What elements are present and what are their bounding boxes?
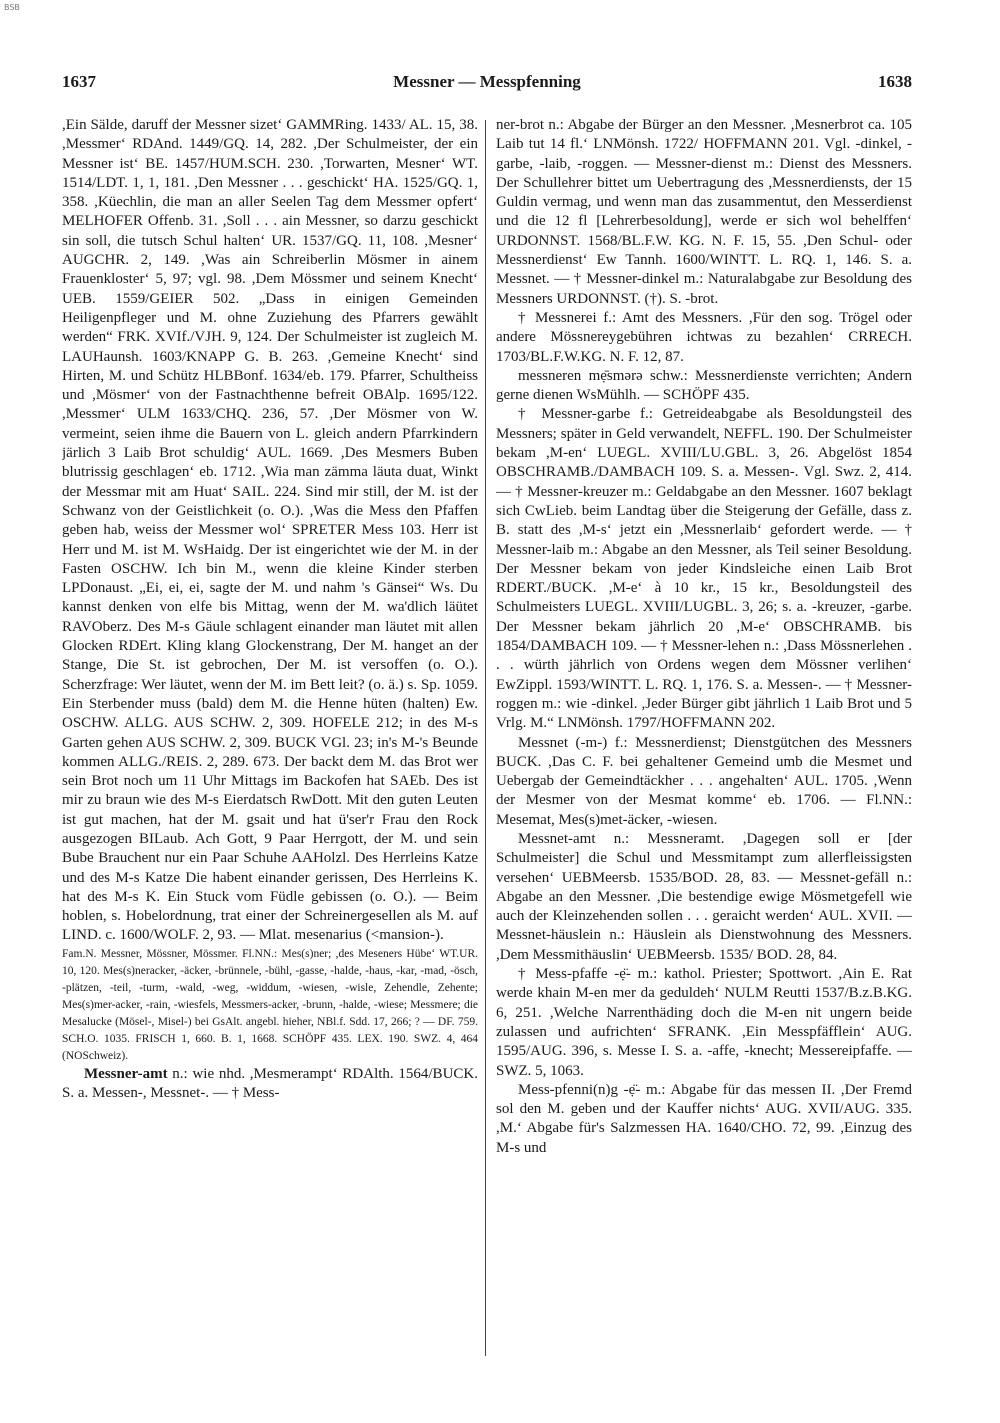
entry-messneren: messneren mẹ̄smərə schw.: Messnerdienste verrichten; Andern gerne dienen WsMühlh. — SCHÖPF 435. [496,367,912,404]
page-header [62,72,912,94]
entry-messnet-amt: Messnet-amt n.: Messneramt. ,Dagegen soll er [der Schulmeister] die Schul und Messmitampt zum allerfleissigsten versehen‘ UEBMeersb. 1535/BOD. 28, 83. — Messnet-gefäll n.: Abgabe an den Messner. ,Die bestendige ewige Mösmetgefell wie auch der Kleinzehenden sollen . . . geraicht werden‘ AUL. XVII. — Messnet-häuslein n.: Häuslein als Dienstwohnung des Messners. ,Dem Messmithäuslin‘ UEBMeersb. 1535/ BOD. 28, 84. [496,830,912,963]
entry-messner-amt [62,1065,478,1104]
left-small-print: Fam.N. Messner, Mössner, Mössmer. Fl.NN.: Mes(s)ner; ,des Meseners Hübe‘ WT.UR. 10, 120. Mes(s)neracker, -äcker, -brünnele, -bühl, -gasse, -halde, -haus, -kar, -mad, -ösch, -plätzen, -teil, -turm, -wald, -weg, -widdum, -wiesen, -wisle, Zehendle, Zehente; Mes(s)mer-acker, -rain, -wiesfels, Messmers-acker, -brunn, -halde, -wiese; Messmere; die Mesalucke (Mösel-, Misel-) bei GsAlt. angebl. hieher, NBl.f. Sdd. 17, 266; ? — DF. 759. SCH.O. 1035. FRISCH 1, 660. B. 1, 1668. SCHÖPF 435. LEX. 190. SWZ. 4, 464 (NOSchweiz). [62,947,478,1062]
watermark: BSB [4,3,20,12]
running-title: Messner — Messpfenning [393,72,581,91]
left-body-paragraph: ,Ein Sälde, daruff der Messner sizet‘ GAMMRing. 1433/ AL. 15, 38. ,Messmer‘ RDAnd. 1449/GQ. 14, 282. ,Der Schulmeister, der ein Messner ist‘ BE. 1457/HUM.SCH. 230. ,Torwarten, Mesner‘ WT. 1514/LDT. 1, 1, 181. ,Den Messner . . . geschickt‘ HA. 1525/GQ. 1, 358. ,Küechlin, die man an aller Seelen Tag dem Messmer opfert‘ MELHOFER Offenb. 31. ,Soll . . . ain Messner, so darzu geschickt sin soll, die tutsch Schul halten‘ UR. 1537/GQ. 11, 108. ,Mesner‘ AUGCHR. 2, 149. ,Was ain Schreiberlin Mösmer in ainem Frauenkloster‘ 5, 97; vgl. 98. ,Dem Mössmer und seinem Knecht‘ UEB. 1559/GEIER 502. „Dass in einigen Gemeinden Heiligenpfleger und M. ohne Zuziehung des Pfarrers gewählt werden“ FRK. XVIf./VJH. 9, 124. Der Schulmeister ist zugleich M. LAUHaunsh. 1603/KNAPP G. B. 263. ,Gemeine Knecht‘ sind Hirten, M. und Schütz HLBBonf. 1634/eb. 179. Pfarrer, Schultheiss und ,Mösmer‘ von der Fastnachthenne befreit OBAlp. 1695/122. ,Messmer‘ ULM 1633/CHQ. 236, 57. ,Der Mösmer von W. vermeint, seien ihme die Bauern von L. gleich andern Pfarrkindern järlich 3 Laib Brot schuldig‘ AUL. 1669. ,Des Mesmers Buben blutrissig geschlagen‘ eb. 1712. ,Wia man zämma läuta duat, Winkt der Messmar mit am Huat‘ SAIL. 224. Sind mir still, der M. ist der Schwanz von der Geistlichkeit (o. O.). ,Was die Mess den Pfaffen geben hab, weiss der Messmer wol‘ SPRETER Mess 103. Herr ist Herr und M. ist M. WsHaidg. Der ist eingerichtet wie der M. in der Fasten OSCHW. Ich bin M., wenn die kleine Kinder sterben LPDonaust. „Ei, ei, ei, sagte der M. und nahm 's Gänsei“ Ws. Du kannst denken von elfe bis Mittag, wenn der M. wa'dlich läütet RAVOberz. Des M-s Gäule schlagent einander man läutet mit allen Glocken RDErt. Kling klang Glockenstrang, Der M. hanget an der Stange, Die St. ist gebrochen, Der M. ist versoffen (o. O.). Scherzfrage: Wer läutet, wenn der M. im Bett leit? (o. ä.) s. Sp. 1059. Ein Sterbender muss (bald) dem M. die Henne hüten (halten) Ew. OSCHW. ALLG. AUS SCHW. 2, 309. HOFELE 212; in des M-s Garten gehen AUS SCHW. 2, 309. BUCK VGl. 23; in's M-'s Beunde kommen ALLG./REIS. 2, 289. 673. Der backt dem M. das Brot wer sein Brot noch um 11 Uhr Mittags im Backofen hat SAEb. Des ist mir zu braun wie des M-s Eierdatsch RwDott. Mit den guten Leuten ist gut machen, hat der M. gsait und hat ü'ser'r Frau den Rock ausgezogen BILaub. Ach Gott, 9 Paar Herrgott, der M. und sein Bube Brauchent nur ein Paar Schuhe AAHolzl. Des Herrleins Katze und des M-s Katze Die habent einander gerissen, Des Herrleins K. hat des M-s K. Ein Stuck vom Füdle gebissen (o. O.). — Beim hoblen, s. Hobelordnung, trat einer der Schreinergesellen als M. auf LIND. c. 1600/WOLF. 2, 93. — Mlat. mesenarius (<mansion-). [62,117,478,944]
entry-messner-amt-text: n.: wie nhd. ,Mesmerampt‘ RDAlth. 1564/BUCK. S. a. Messen-, Messnet-. — † Mess- [62,1065,478,1102]
page-number-right: 1638 [878,72,912,91]
entry-messner-garbe: † Messner-garbe f.: Getreideabgabe als Besoldungsteil des Messners; später in Geld verwandelt, NEFFL. 190. Der Schulmeister bekam ,M-en‘ LUEGL. XVIII/LU.GBL. 3, 26. Abgelöst 1854 OBSCHRAMB./DAMBACH 109. S. a. Messen-. Vgl. Swz. 2, 414. — † Messner-kreuzer m.: Geldabgabe an den Messner. 1607 beklagt sich CwLieb. beim Landtag über die Steigerung der Gefälle, dass z. B. statt des ,M-s‘ jetzt ein ,Messnerlaib‘ gefordert werde. — † Messner-laib m.: Abgabe an den Messner, als Teil seiner Besoldung. Der Messner bekam von jeder Kindsleiche einen Laib Brot RDERT./BUCK. ,M-e‘ à 10 kr., 15 kr., Besoldungsteil des Schulmeisters LUEGL. XVIII/LUGBL. 3, 26; s. a. -kreuzer, -garbe. Der Messner bekam jährlich 20 ,M-e‘ OBSCHRAMB. bis 1854/DAMBACH 109. — † Messner-lehen n.: ,Dass Mössnerlehen . . . würth jährlich von Ordens wegen dem Mössner verlihen‘ EwZippl. 1593/WINTT. L. RQ. 1, 176. S. a. Messen-. — † Messner-roggen m.: wie -dinkel. ,Jeder Bürger gibt jährlich 1 Laib Brot und 5 Vrlg. M.“ LNMönsh. 1797/HOFFMANN 202. [496,406,912,732]
left-column [62,116,478,1356]
page-number-left: 1637 [62,72,96,91]
lemma-messner-amt: Messner-amt [84,1065,168,1082]
entry-messnerei: † Messnerei f.: Amt des Messners. ,Für den sog. Trögel oder andere Mössnereygebühren ichtwas zu bezahlen‘ CRRECH. 1703/BL.F.W.KG. N. F. 12, 87. [496,309,912,365]
entry-mess-pfaffe: † Mess-pfaffe -ẹ̈- m.: kathol. Priester; Spottwort. ,Ain E. Rat werde khain M-en mer da geduldeh‘ NULM Reutti 1537/B.z.B.KG. 6, 251. ,Welche Narrenthäding doch die M-en nit ungern beide zulassen und aufrichten‘ SFRANK. ,Ein Messpfäfflein‘ AUG. 1595/AUG. 396, s. Messe I. S. a. -affe, -knecht; Messereipfaffe. — SWZ. 5, 1063. [496,966,912,1079]
right-column [496,116,912,1356]
entry-mess-pfennig: Mess-pfenni(n)g -ẹ̈- m.: Abgabe für das messen II. ,Der Fremd sol den M. geben und der Kauffer nichts‘ AUG. XVII/AUG. 335. ,M.‘ Abgabe für's Salzmessen HA. 1640/CHO. 72, 99. ,Einzug des M-s und [496,1081,912,1156]
entry-messner-brot: ner-brot n.: Abgabe der Bürger an den Messner. ,Mesnerbrot ca. 105 Laib tut 14 fl.‘ LNMönsh. 1722/ HOFFMANN 201. Vgl. -dinkel, -garbe, -laib, -roggen. — Messner-dienst m.: Dienst des Messners. Der Schullehrer bittet um Uebertragung des ,Messnerdiensts, der 15 Guldin vermag, und wenn man das zusammentut, den Messerdienst und die 12 fl [Lehrerbesoldung], werde er sich wol behelffen‘ URDONNST. 1568/BL.F.W. KG. N. F. 15, 55. ,Den Schul- oder Messnerdienst‘ Ew Tannh. 1600/WINTT. L. RQ. 1, 146. S. a. Messnet. — † Messner-dinkel m.: Naturalabgabe zur Besoldung des Messners URDONNST. (†). S. -brot. [496,117,912,307]
entry-messnet: Messnet (-m-) f.: Messnerdienst; Dienstgütchen des Messners BUCK. ,Das C. F. bei gehaltener Gemeind umb die Mesmet und Uebergab der Gemeindtäckher . . . angehalten‘ AUL. 1705. ,Wenn der Mesmer von der Mesmat komme‘ eb. 1706. — Fl.NN.: Mesemat, Mes(s)met-äcker, -wiesen. [496,734,912,828]
column-divider [485,120,486,1356]
